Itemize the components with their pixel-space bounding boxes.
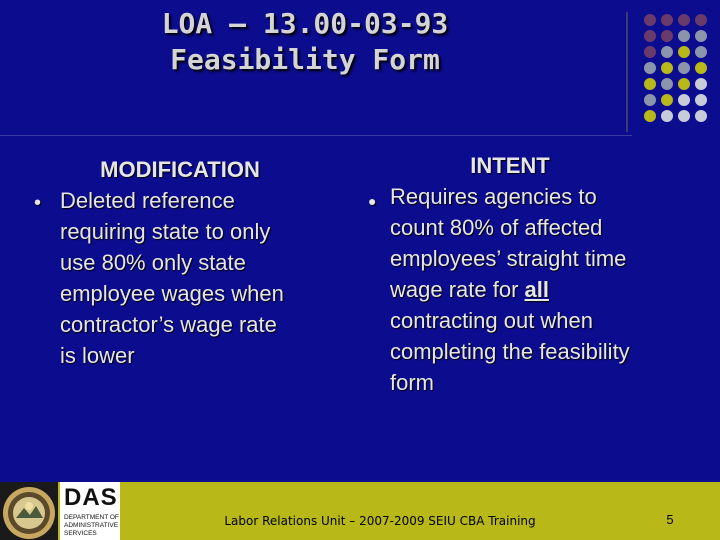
- decorative-dot: [661, 14, 673, 26]
- decorative-dot: [695, 30, 707, 42]
- decorative-dot: [695, 62, 707, 74]
- footer-text: Labor Relations Unit – 2007-2009 SEIU CBA Training: [224, 514, 536, 528]
- intent-column: [360, 150, 690, 398]
- bullet-icon: ●: [368, 193, 377, 209]
- modification-line: is lower: [60, 343, 135, 368]
- decorative-dot: [644, 30, 656, 42]
- decorative-dot: [678, 110, 690, 122]
- page-number: 5: [666, 512, 674, 527]
- decorative-dot: [695, 14, 707, 26]
- das-subtitle: ADMINISTRATIVE: [64, 522, 119, 529]
- decorative-dot: [644, 14, 656, 26]
- modification-line: contractor’s wage rate: [60, 312, 277, 337]
- decorative-dot: [678, 78, 690, 90]
- intent-line-text: wage rate for: [390, 277, 525, 302]
- decorative-dot: [661, 78, 673, 90]
- intent-line: employees’ straight time: [390, 246, 627, 271]
- title-line-2: Feasibility Form: [170, 43, 440, 76]
- intent-heading: INTENT: [470, 153, 550, 178]
- decorative-dot: [695, 78, 707, 90]
- decorative-dot: [661, 30, 673, 42]
- decorative-dot: [644, 62, 656, 74]
- emphasis-all: all: [524, 277, 549, 302]
- das-logo-text: DAS: [64, 484, 118, 511]
- horizontal-divider: [0, 135, 632, 136]
- decorative-dot: [678, 46, 690, 58]
- decorative-dot: [695, 110, 707, 122]
- decorative-dot: [661, 110, 673, 122]
- decorative-dot: [644, 94, 656, 106]
- slide-title: [120, 6, 490, 78]
- intent-line: [390, 274, 690, 305]
- modification-line: requiring state to only: [60, 219, 271, 244]
- modification-line: use 80% only state: [60, 250, 246, 275]
- decorative-dot: [661, 94, 673, 106]
- state-seal-icon: [0, 482, 58, 540]
- decorative-dot: [695, 94, 707, 106]
- modification-line: employee wages when: [60, 281, 284, 306]
- decorative-dot: [644, 46, 656, 58]
- decorative-dot: [678, 62, 690, 74]
- decorative-dot: [695, 46, 707, 58]
- das-logo: [60, 482, 120, 540]
- decorative-dot: [644, 110, 656, 122]
- intent-line: count 80% of affected: [390, 215, 603, 240]
- intent-line: form: [390, 370, 434, 395]
- intent-line: contracting out when: [390, 308, 594, 333]
- intent-text: [390, 181, 690, 398]
- vertical-divider: [626, 12, 628, 132]
- modification-line: Deleted reference: [60, 188, 235, 213]
- intent-line: completing the feasibility: [390, 339, 630, 364]
- intent-line: Requires agencies to: [390, 184, 597, 209]
- das-subtitle: DEPARTMENT OF: [64, 514, 119, 521]
- decorative-dot: [678, 30, 690, 42]
- modification-heading: MODIFICATION: [100, 157, 260, 182]
- decorative-dot: [678, 94, 690, 106]
- decorative-dot: [661, 46, 673, 58]
- modification-text: [60, 185, 330, 371]
- bullet-icon: •: [34, 192, 42, 214]
- decorative-dot-grid: [640, 10, 720, 122]
- das-subtitle: SERVICES: [64, 530, 97, 537]
- modification-column: [30, 154, 330, 371]
- decorative-dot: [661, 62, 673, 74]
- title-line-1: LOA – 13.00-03-93: [161, 7, 449, 40]
- decorative-dot: [678, 14, 690, 26]
- decorative-dot: [644, 78, 656, 90]
